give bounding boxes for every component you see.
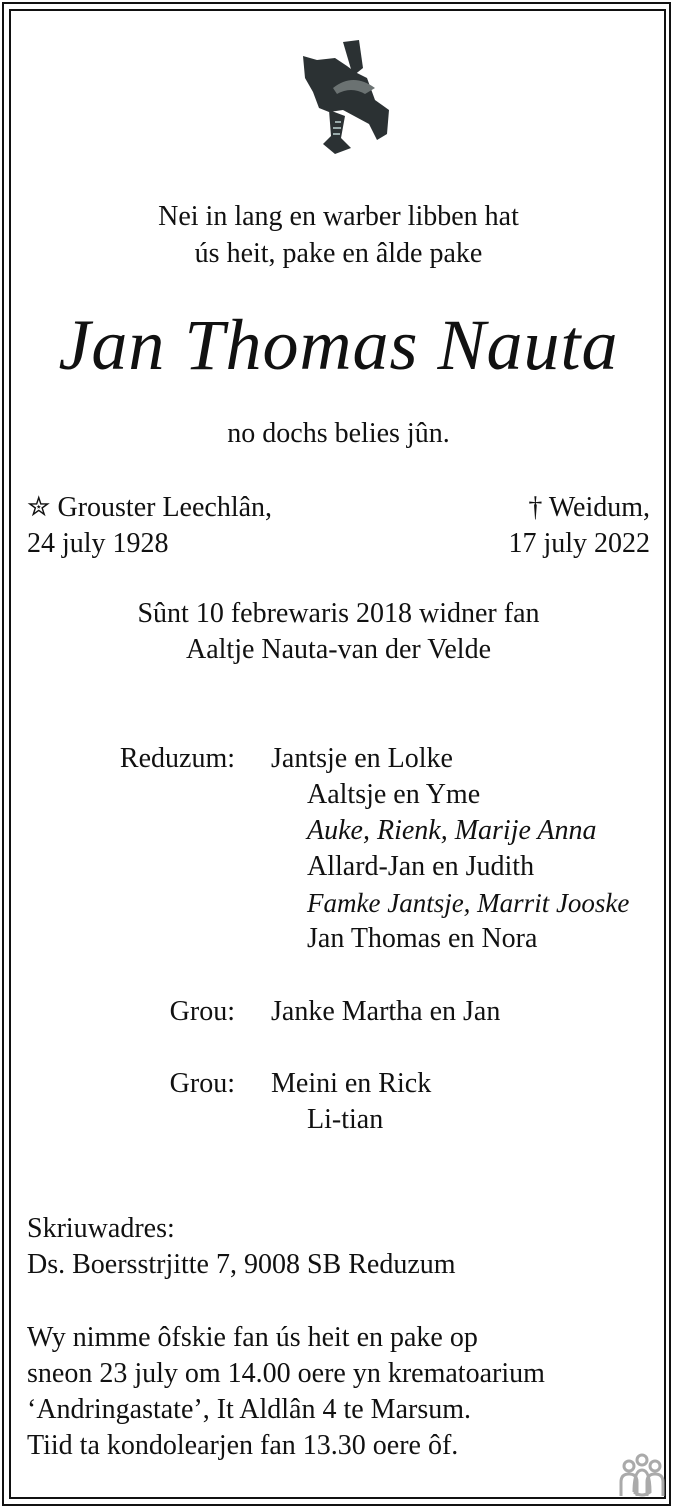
birth-place — [27, 490, 272, 526]
helmet-sword-emblem-icon — [295, 38, 400, 156]
intro-line: ús heit, pake en âlde pake — [194, 238, 483, 269]
widower-line: Sûnt 10 febrewaris 2018 widner fan — [137, 598, 540, 629]
family-place: Grou: — [169, 996, 235, 1027]
widower-line: Aaltje Nauta-van der Velde — [185, 634, 492, 665]
family-line: Allard-Jan en Judith — [307, 851, 535, 882]
family-line: Jantsje en Lolke — [271, 743, 453, 774]
intro-line: Nei in lang en warber libben hat — [158, 201, 519, 232]
family-line: Li-tian — [307, 1104, 384, 1135]
family-line: Jan Thomas en Nora — [307, 923, 538, 954]
family-line: Janke Martha en Jan — [271, 996, 501, 1027]
family-line: Meini en Rick — [271, 1068, 432, 1099]
address-label: Skriuwadres: — [27, 1213, 175, 1244]
birth-place-text: Grouster Leechlân, — [57, 492, 273, 523]
star-icon: ✮ — [27, 492, 51, 523]
death-place — [528, 490, 650, 526]
family-grandchildren: Auke, Rienk, Marije Anna — [307, 815, 597, 846]
farewell-line: Tiid ta kondolearjen fan 13.30 oere ôf. — [27, 1430, 459, 1461]
family-place: Reduzum: — [119, 743, 235, 774]
death-place-text: Weidum, — [548, 492, 650, 523]
farewell-line: sneon 23 july om 14.00 oere yn krematoarium — [27, 1358, 545, 1389]
farewell-line: Wy nimme ôfskie fan ús heit en pake op — [27, 1322, 478, 1353]
family-place: Grou: — [169, 1068, 235, 1099]
family-line: Aaltsje en Yme — [307, 779, 481, 810]
birth-date: 24 july 1928 — [27, 528, 169, 559]
death-date: 17 july 2022 — [508, 528, 650, 559]
people-group-logo-icon — [618, 1452, 666, 1498]
deceased-name: Jan Thomas Nauta — [58, 305, 619, 385]
cross-icon: † — [528, 492, 543, 523]
after-name-line: no dochs belies jûn. — [227, 418, 450, 449]
address-value: Ds. Boersstrjitte 7, 9008 SB Reduzum — [27, 1249, 456, 1280]
family-grandchildren: Famke Jantsje, Marrit Jooske — [307, 888, 630, 918]
farewell-line: ‘Andringastate’, It Aldlân 4 te Marsum. — [27, 1394, 472, 1425]
